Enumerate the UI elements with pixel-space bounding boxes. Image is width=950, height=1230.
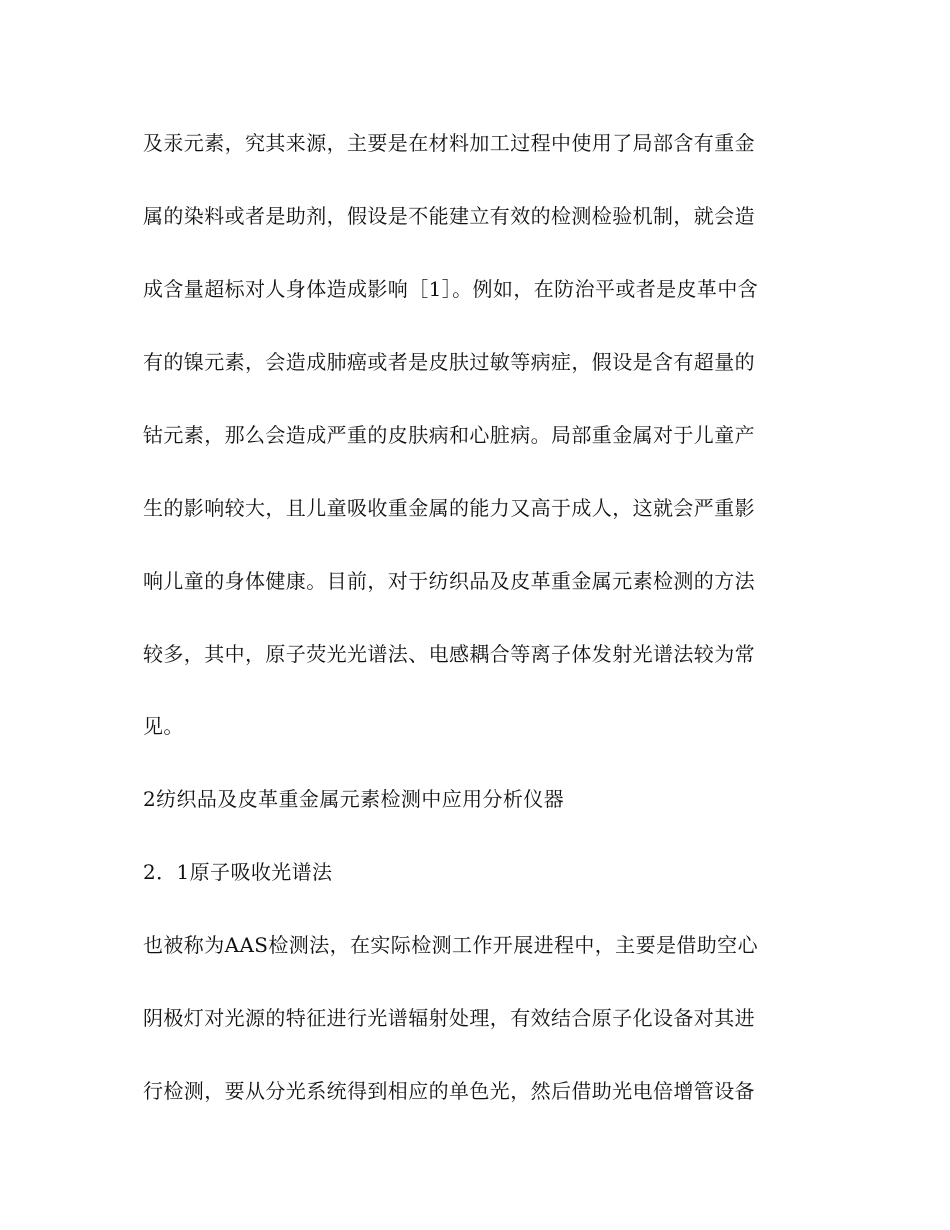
paragraph-line: 见。 xyxy=(143,714,184,738)
paragraph-line: 较多，其中，原子荧光光谱法、电感耦合等离子体发射光谱法较为常 xyxy=(143,642,755,666)
paragraph-line: 钴元素，那么会造成严重的皮肤病和心脏病。局部重金属对于儿童产 xyxy=(143,423,755,447)
paragraph-line: 也被称为AAS检测法，在实际检测工作开展进程中，主要是借助空心 xyxy=(143,933,758,957)
subsection-heading: 2．1原子吸收光谱法 xyxy=(143,860,333,884)
paragraph-line: 成含量超标对人身体造成影响［1］。例如，在防治平或者是皮革中含 xyxy=(143,277,759,301)
paragraph-line: 阴极灯对光源的特征进行光谱辐射处理，有效结合原子化设备对其进 xyxy=(143,1006,755,1030)
paragraph-line: 生的影响较大，且儿童吸收重金属的能力又高于成人，这就会严重影 xyxy=(143,496,755,520)
paragraph-line: 属的染料或者是助剂，假设是不能建立有效的检测检验机制，就会造 xyxy=(143,204,755,228)
section-heading: 2纺织品及皮革重金属元素检测中应用分析仪器 xyxy=(143,787,565,811)
paragraph-line: 有的镍元素，会造成肺癌或者是皮肤过敏等病症，假设是含有超量的 xyxy=(143,350,755,374)
paragraph-line: 行检测，要从分光系统得到相应的单色光，然后借助光电倍增管设备 xyxy=(143,1079,755,1103)
paragraph-line: 及汞元素，究其来源，主要是在材料加工过程中使用了局部含有重金 xyxy=(143,131,755,155)
paragraph-line: 响儿童的身体健康。目前，对于纺织品及皮革重金属元素检测的方法 xyxy=(143,569,755,593)
